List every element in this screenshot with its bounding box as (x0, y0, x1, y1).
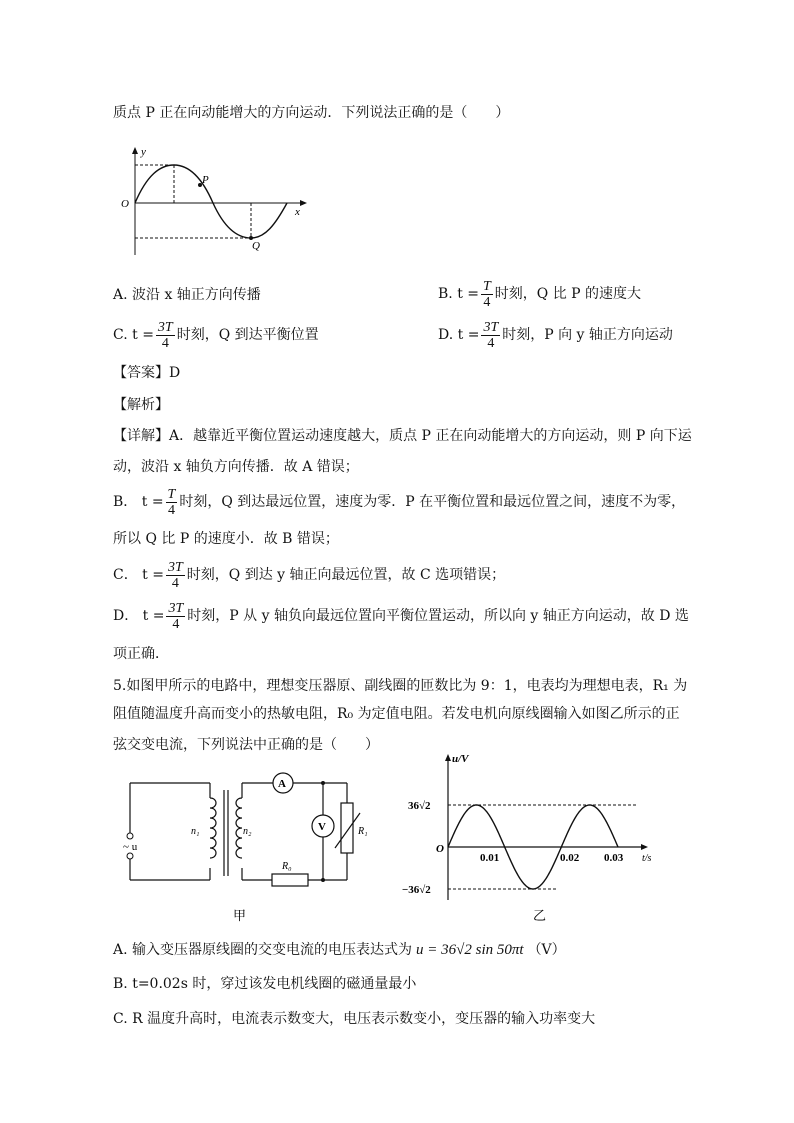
question-intro: 质点 P 正在向动能增大的方向运动．下列说法正确的是（ ） (113, 105, 510, 121)
circuit-caption: 甲 (233, 908, 247, 923)
option-d-fraction (481, 320, 500, 351)
ammeter-label: A (278, 778, 286, 790)
option-b-num: T (483, 278, 491, 294)
sine-ylabel: u/V (452, 753, 469, 765)
sine-ymin-label: −36√2 (402, 884, 431, 896)
option-d (438, 317, 673, 353)
detail-c-den: 4 (171, 575, 179, 591)
q5-line-2: 阻值随温度升高而变小的热敏电阻，R₀ 为定值电阻。若发电机向原线圈输入如图乙所示的正 (113, 706, 680, 722)
wave-graph (115, 145, 315, 265)
detail-b-num: T (167, 486, 176, 502)
detail-line-b (113, 484, 685, 520)
wave-y-label: y (141, 146, 146, 158)
detail-d-pre: D． t = (113, 608, 165, 624)
sine-tick-1: 0.01 (480, 852, 500, 864)
sine-graph (398, 750, 668, 925)
option-c-post: 时刻，Q 到达平衡位置 (176, 327, 319, 343)
option-c-pre: C. t = (113, 327, 154, 343)
detail-b-pre: B． t = (113, 494, 164, 510)
detail-b-den: 4 (167, 502, 175, 518)
detail-line-7: 项正确． (113, 646, 169, 662)
detail-d-fraction (166, 601, 185, 632)
detail-line-c (113, 557, 505, 593)
detail-line-d (113, 598, 689, 634)
sine-origin-label: O (436, 843, 444, 855)
sine-tick-2: 0.02 (560, 852, 580, 864)
q5-option-a (113, 941, 566, 959)
option-b-post: 时刻，Q 比 P 的速度大 (494, 286, 642, 302)
voltmeter-label: V (318, 821, 326, 833)
option-d-pre: D. t = (438, 327, 480, 343)
detail-d-num: 3T (168, 600, 184, 616)
detail-c-pre: C． t = (113, 567, 164, 583)
wave-x-label: x (295, 206, 300, 218)
wave-origin-label: O (121, 198, 129, 210)
detail-c-fraction (166, 560, 185, 591)
detail-c-num: 3T (167, 559, 183, 575)
q5-option-a-unit: （V） (527, 942, 566, 958)
r1-label: R₁ (358, 826, 368, 837)
circuit-n1-label: n₁ (191, 826, 200, 837)
sine-ymax-label: 36√2 (408, 800, 431, 812)
option-b-pre: B. t = (438, 286, 479, 302)
q5-option-a-formula: u = 36√2 sin 50πt (416, 942, 524, 958)
option-c (113, 317, 319, 353)
q5-line-3: 弦交变电流，下列说法中正确的是（ ） (113, 737, 379, 753)
option-c-den: 4 (161, 335, 169, 351)
r0-label: R₀ (282, 861, 292, 872)
option-b-fraction (481, 279, 493, 310)
q5-option-b: B. t=0.02s 时，穿过该发电机线圈的磁通量最小 (113, 976, 417, 992)
circuit-n2-label: n₂ (243, 826, 252, 837)
option-a: A. 波沿 x 轴正方向传播 (113, 287, 261, 303)
sine-tick-3: 0.03 (604, 852, 624, 864)
option-c-num: 3T (157, 319, 173, 335)
q5-option-a-text: A. 输入变压器原线圈的交变电流的电压表达式为 (113, 942, 413, 958)
detail-b-fraction (166, 487, 178, 518)
wave-q-label: Q (252, 240, 260, 252)
sine-caption: 乙 (533, 908, 547, 923)
circuit-source-label: ~ u (123, 841, 138, 853)
detail-c-post: 时刻，Q 到达 y 轴正向最远位置，故 C 选项错误； (186, 567, 506, 583)
option-b-den: 4 (483, 294, 491, 310)
option-c-fraction (156, 320, 175, 351)
q5-option-c: C. R 温度升高时，电流表示数变大，电压表示数变小，变压器的输入功率变大 (113, 1011, 596, 1027)
detail-d-post: 时刻，P 从 y 轴负向最远位置向平衡位置运动，所以向 y 轴正方向运动，故 D 选 (187, 608, 689, 624)
analysis-label: 【解析】 (113, 397, 169, 413)
sine-xlabel: t/s (642, 853, 652, 864)
circuit-diagram (115, 768, 368, 928)
q5-line-1: 5.如图甲所示的电路中，理想变压器原、副线圈的匝数比为 9：1，电表均为理想电表，R₁ 为 (113, 678, 688, 694)
detail-b-post: 时刻，Q 到达最远位置，速度为零．P 在平衡位置和最远位置之间，速度不为零， (179, 494, 686, 510)
option-b (438, 276, 641, 312)
answer-line: 【答案】D (113, 365, 181, 381)
detail-line-1: 【详解】A．越靠近平衡位置运动速度越大，质点 P 正在向动能增大的方向运动，则 P 向下运 (113, 428, 692, 444)
wave-p-label: P (202, 174, 209, 186)
detail-line-4: 所以 Q 比 P 的速度小．故 B 错误； (113, 531, 339, 547)
detail-d-den: 4 (172, 616, 180, 632)
detail-line-2: 动，波沿 x 轴负方向传播．故 A 错误； (113, 459, 359, 475)
option-d-post: 时刻，P 向 y 轴正方向运动 (502, 327, 673, 343)
option-d-num: 3T (483, 319, 499, 335)
option-d-den: 4 (487, 335, 495, 351)
